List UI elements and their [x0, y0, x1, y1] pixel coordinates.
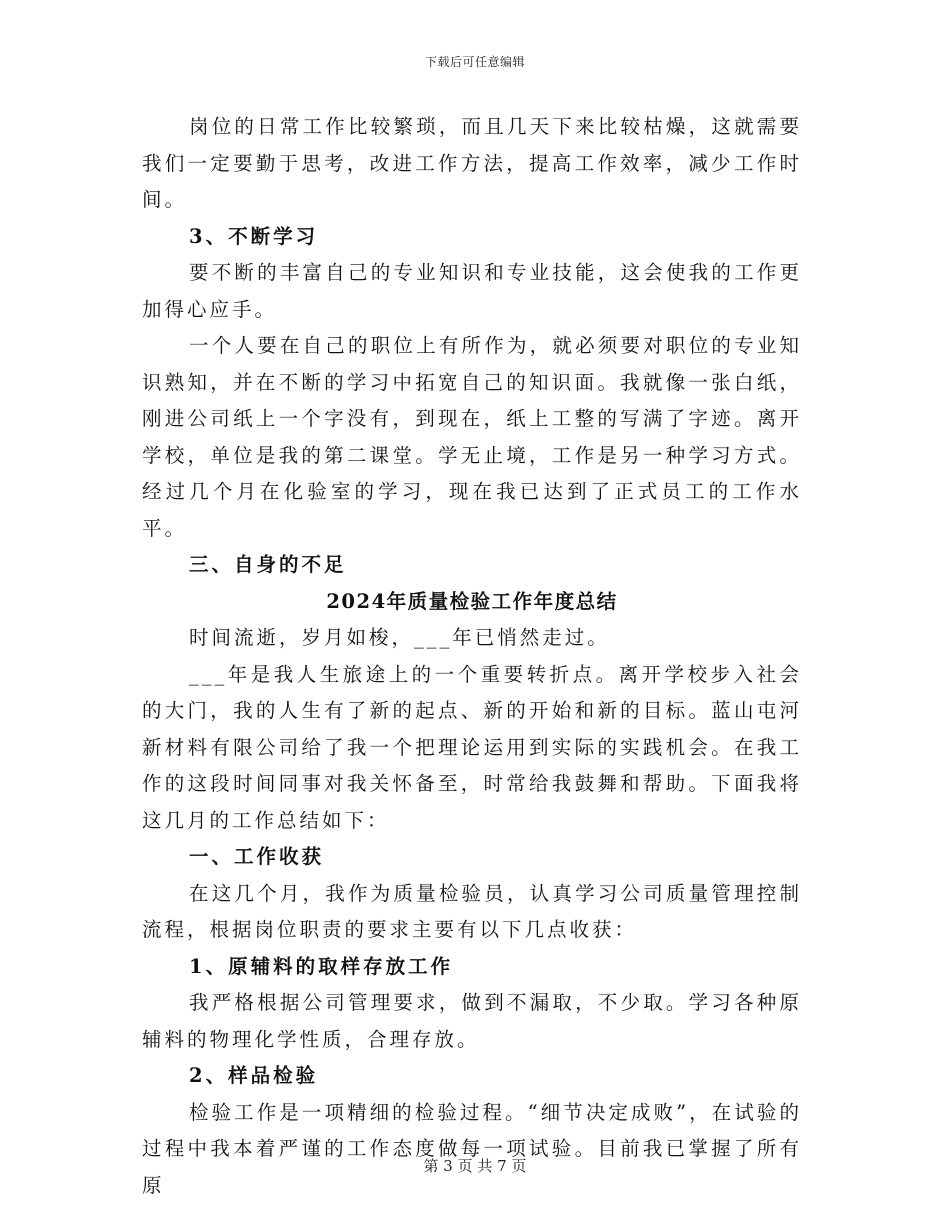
- section-heading: 1、原辅料的取样存放工作: [189, 954, 454, 978]
- section-heading: 3、不断学习: [189, 224, 319, 248]
- paragraph: 在这几个月，我作为质量检验员，认真学习公司质量管理控制流程，根据岗位职责的要求主要有以下几点收获：: [142, 881, 802, 941]
- paragraph: 要不断的丰富自己的专业知识和专业技能，这会使我的工作更加得心应手。: [142, 261, 802, 321]
- paragraph: ___年是我人生旅途上的一个重要转折点。离开学校步入社会的大门，我的人生有了新的起点、新的开始和新的目标。蓝山屯河新材料有限公司给了我一个把理论运用到实际的实践机会。在我工作的这段时间同事对我关怀备至，时常给我鼓舞和帮助。下面我将这几月的工作总结如下：: [142, 662, 802, 832]
- section-heading: 三、自身的不足: [189, 553, 347, 576]
- paragraph: 岗位的日常工作比较繁琐，而且几天下来比较枯燥，这就需要我们一定要勤于思考，改进工作方法，提高工作效率，减少工作时间。: [142, 115, 802, 211]
- paragraph: 时间流逝，岁月如梭，___年已悄然走过。: [189, 626, 610, 649]
- paragraph: 我严格根据公司管理要求，做到不漏取，不少取。学习各种原辅料的物理化学性质，合理存放。: [142, 991, 802, 1051]
- document-title: 2024年质量检验工作年度总结: [326, 589, 618, 613]
- document-body: [142, 109, 802, 1204]
- section-heading: 一、工作收获: [189, 845, 325, 868]
- page-header: 下载后可任意编辑: [424, 55, 525, 69]
- page-footer: 第 3 页 共 7 页: [423, 1157, 527, 1175]
- paragraph: 一个人要在自己的职位上有所作为，就必须要对职位的专业知识熟知，并在不断的学习中拓宽自己的知识面。我就像一张白纸，刚进公司纸上一个字没有，到现在，纸上工整的写满了字迹。离开学校，单位是我的第二课堂。学无止境，工作是另一种学习方式。经过几个月在化验室的学习，现在我已达到了正式员工的工作水平。: [142, 334, 802, 540]
- section-heading: 2、样品检验: [189, 1064, 319, 1087]
- paragraph: 检验工作是一项精细的检验过程。“细节决定成败”，在试验的过程中我本着严谨的工作态度做每一项试验。目前我已掌握了所有原: [142, 1100, 802, 1197]
